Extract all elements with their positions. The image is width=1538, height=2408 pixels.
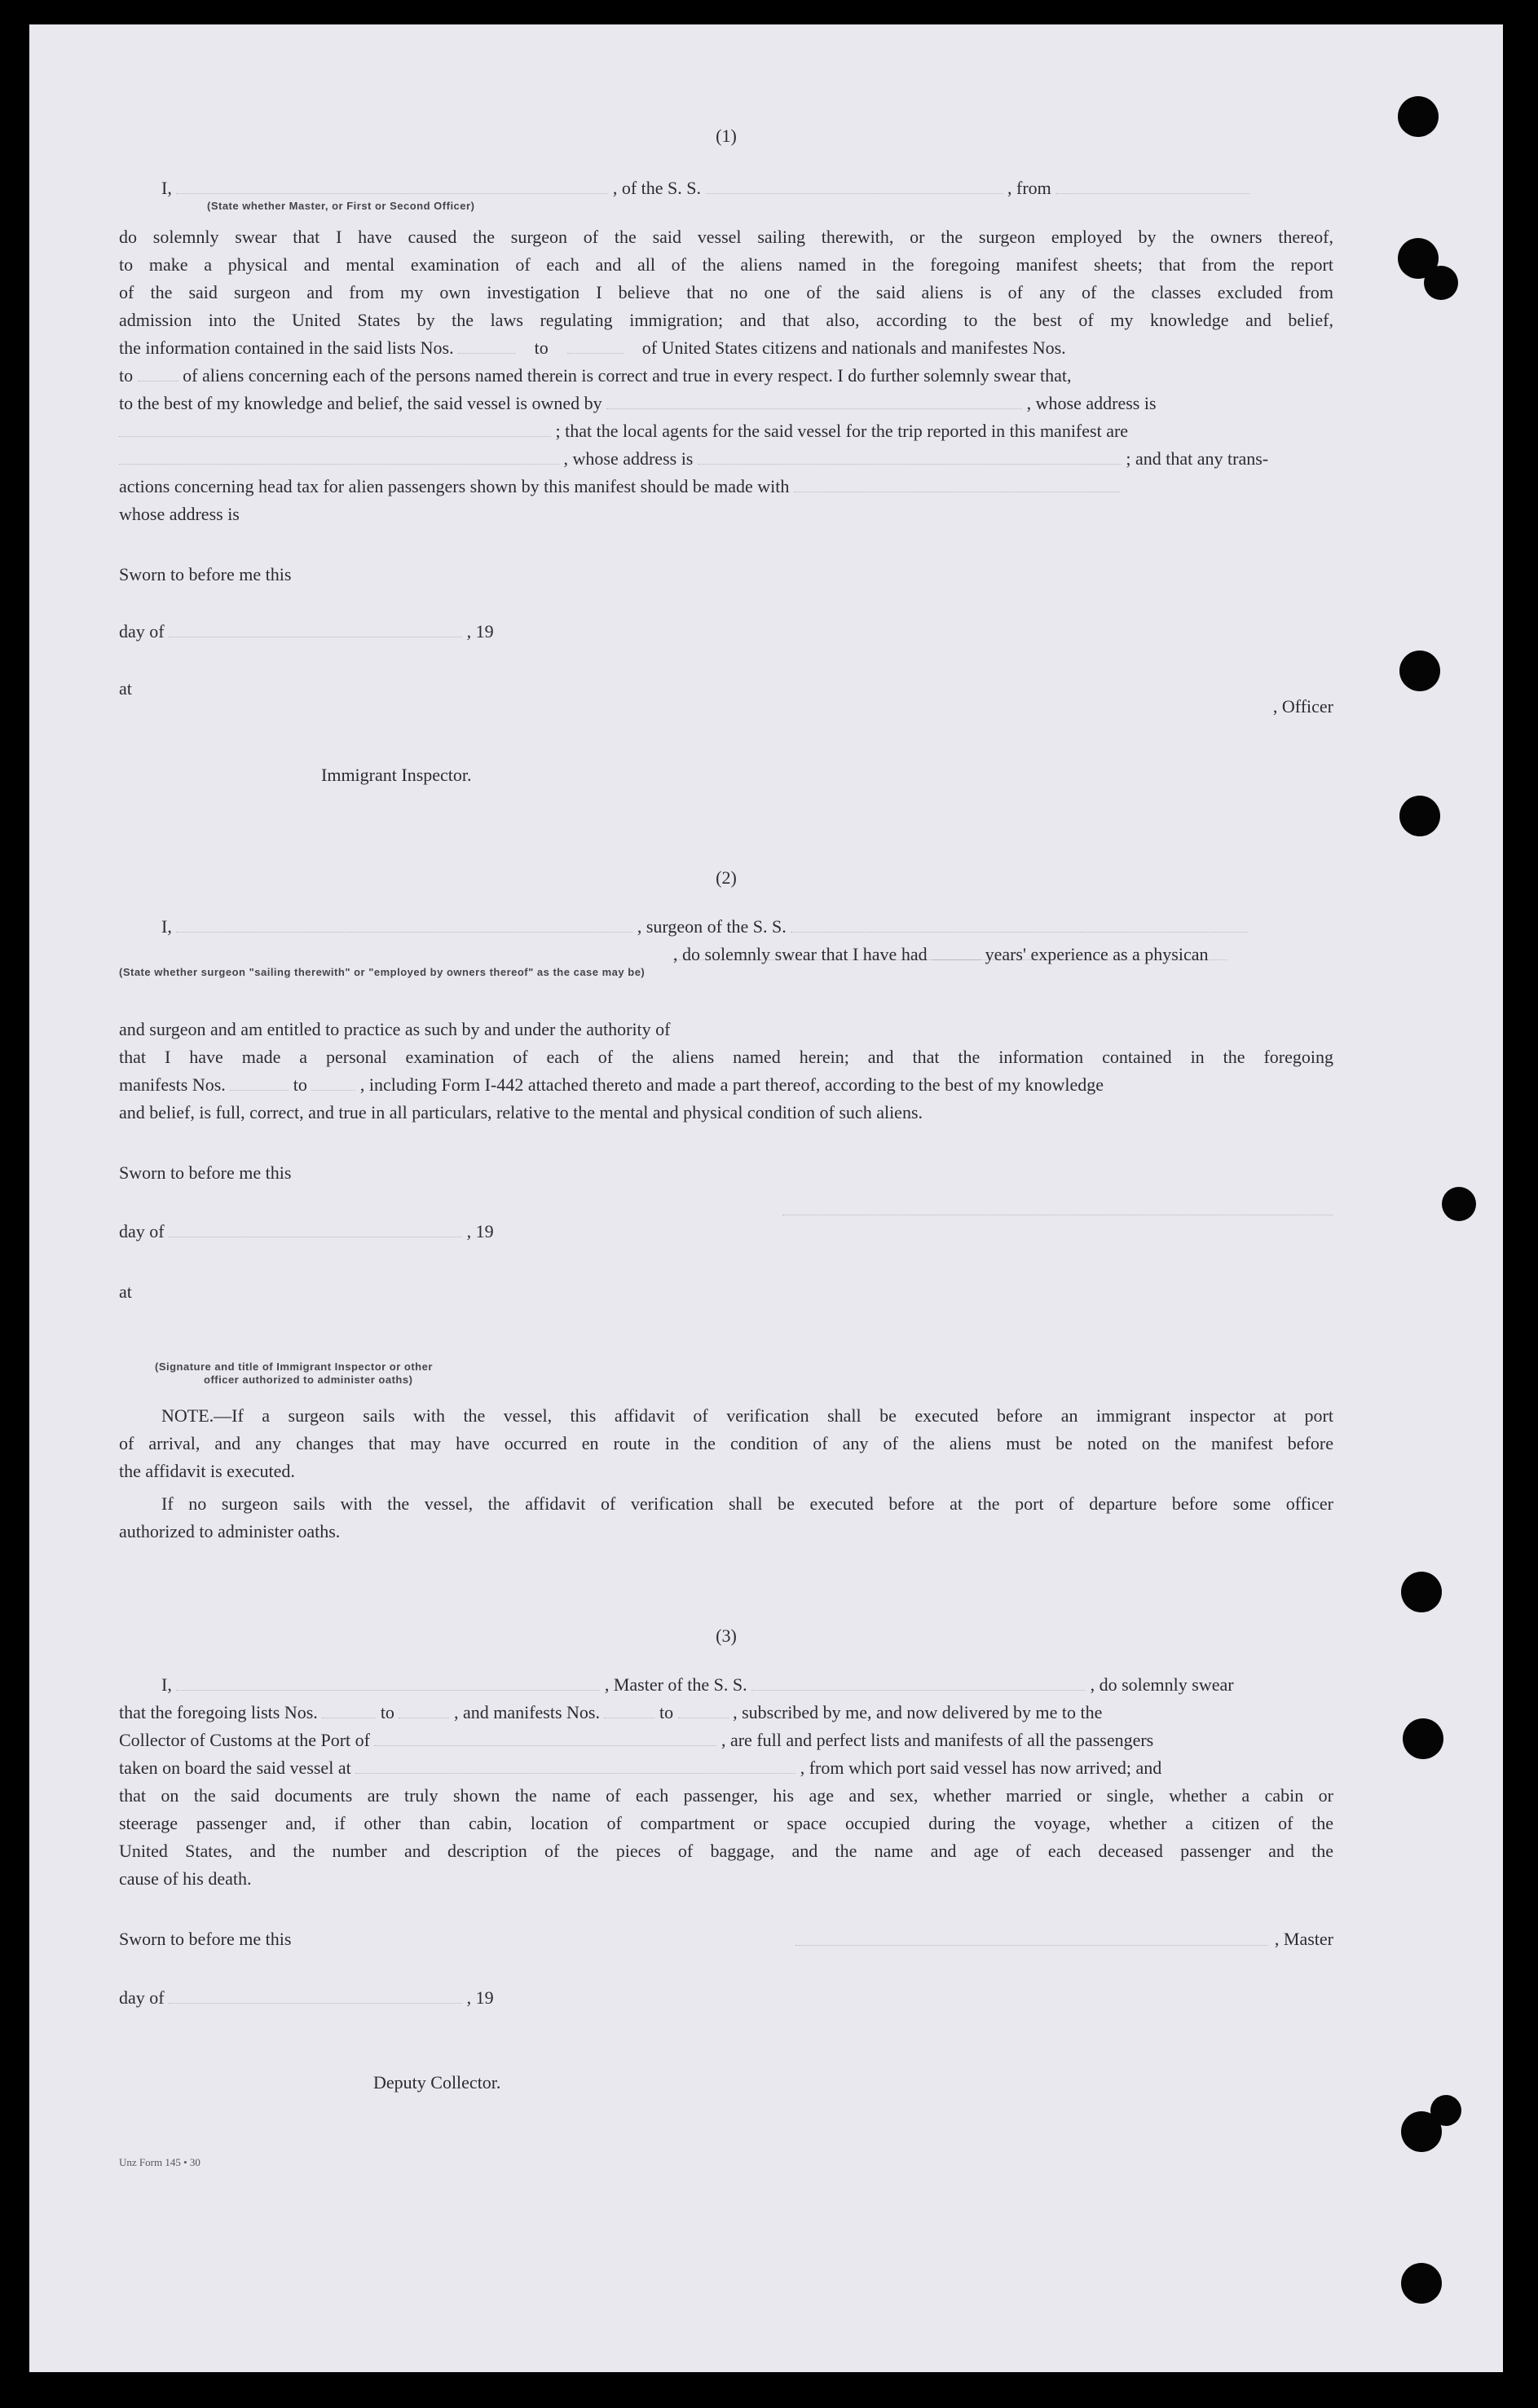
text: , do solemnly swear [1090, 1674, 1234, 1695]
officer-line [119, 695, 1333, 719]
text: , subscribed by me, and now delivered by me to the [733, 1702, 1103, 1722]
paragraph-line: do solemnly swear that I have caused the surgeon of the said vessel sailing therewith, or the surgeon employed by the owners thereof, [119, 227, 1333, 247]
years-field[interactable] [932, 945, 981, 960]
owner-field[interactable] [606, 394, 1022, 409]
taken-line [119, 1756, 1333, 1780]
belief-line: and belief, is full, correct, and true in all particulars, relative to the mental and physical condition of such aliens. [119, 1102, 923, 1122]
punch-hole [1442, 1187, 1476, 1221]
punch-hole [1398, 96, 1439, 137]
note-line: of arrival, and any changes that may have occurred en route in the condition of any of the aliens must be noted on the manifest before [119, 1433, 1333, 1453]
note-line: the affidavit is executed. [119, 1461, 295, 1481]
paragraph-line: that on the said documents are truly shown the name of each passenger, his age and sex, whether married or single, whether a cabin or [119, 1785, 1333, 1806]
text: to the best of my knowledge and belief, the said vessel is owned by [119, 393, 602, 413]
text: manifests Nos. [119, 1074, 226, 1095]
lists-line [119, 1700, 1333, 1725]
vessel-field[interactable] [751, 1675, 1086, 1691]
master-label: , Master [1274, 1929, 1333, 1949]
text: , from which port said vessel has now arrived; and [800, 1757, 1162, 1778]
punch-hole [1424, 266, 1458, 300]
text: , surgeon of the S. S. [637, 916, 787, 937]
manifests-line [119, 1073, 1333, 1097]
form-number [119, 2150, 1333, 2175]
name-field[interactable] [176, 179, 608, 194]
signature-note-1: (Signature and title of Immigrant Inspector or other [155, 1361, 433, 1373]
manifests-to-field[interactable] [678, 1703, 729, 1718]
officer-note: (State whether Master, or First or Second Officer) [207, 200, 475, 212]
exam-line: that I have made a personal examination of each of the aliens named herein; and that the information contained in the foregoing [119, 1047, 1333, 1067]
text: actions concerning head tax for alien passengers shown by this manifest should be made with [119, 476, 790, 496]
manifests-from-field[interactable] [604, 1703, 654, 1718]
paragraph-line: of the said surgeon and from my own investigation I believe that no one of the said aliens is of any of the classes excluded from [119, 282, 1333, 302]
document-page [29, 24, 1503, 2372]
punch-hole [1401, 2263, 1442, 2304]
text: • 30 [183, 2156, 201, 2168]
note-line: authorized to administer oaths. [119, 1521, 341, 1541]
lists-to-field[interactable] [567, 338, 624, 354]
inspector-label: Immigrant Inspector. [321, 765, 472, 785]
text: taken on board the said vessel at [119, 1757, 351, 1778]
day-line [119, 1219, 1333, 1244]
note-line: If no surgeon sails with the vessel, the affidavit of verification shall be executed before at the port of departure before some officer [161, 1493, 1333, 1514]
vessel-field[interactable] [791, 917, 1247, 933]
ss-label: , of the S. S. [612, 178, 702, 198]
sworn-line: Sworn to before me this [119, 564, 292, 584]
paragraph-line: admission into the United States by the laws regulating immigration; and that also, according to the best of my knowledge and belief, [119, 310, 1333, 330]
text: to [534, 337, 549, 358]
text: that the foregoing lists Nos. [119, 1702, 318, 1722]
owner-address-field[interactable] [119, 421, 551, 437]
day-field[interactable] [169, 622, 462, 637]
section-1-number: (1) [716, 126, 737, 146]
punch-hole [1403, 1718, 1443, 1759]
text: the information contained in the said lists Nos. [119, 337, 454, 358]
note-line: NOTE.—If a surgeon sails with the vessel, this affidavit of verification shall be executed before an immigrant inspector at port [161, 1405, 1333, 1426]
lead-text: I, [161, 916, 172, 937]
text: , 19 [466, 1221, 494, 1241]
headtax-field[interactable] [794, 477, 1120, 492]
text: of United States citizens and nationals and manifestes Nos. [641, 337, 1066, 358]
signature-note-2: officer authorized to administer oaths) [204, 1374, 413, 1386]
text: day of [119, 621, 165, 642]
paragraph-line: to make a physical and mental examination of each and all of the aliens named in the foregoing manifest sheets; that from the report [119, 254, 1333, 275]
text: years' experience as a physican [985, 944, 1209, 964]
section-3-lead-line [119, 1673, 1333, 1697]
punch-hole [1430, 2095, 1461, 2126]
at-line: at [119, 1281, 132, 1302]
sworn-line [119, 1927, 1333, 1952]
section-3-number: (3) [716, 1625, 737, 1646]
authority-line [119, 1017, 1333, 1042]
paragraph-line-agents [119, 419, 1333, 443]
section-2-lead-line [119, 915, 1333, 939]
surgeon-name-field[interactable] [176, 917, 632, 933]
manifest-to-field[interactable] [138, 366, 178, 381]
text: to [119, 365, 134, 386]
from-label: , from [1007, 178, 1051, 198]
text: Collector of Customs at the Port of [119, 1730, 370, 1750]
text: , do solemnly swear that I have had [673, 944, 928, 964]
section-2-number: (2) [716, 867, 737, 888]
text: , 19 [466, 1987, 494, 2008]
text: to [659, 1702, 674, 1722]
text: and surgeon and am entitled to practice as such by and under the authority of [119, 1019, 671, 1039]
text: ; that the local agents for the said vessel for the trip reported in this manifest are [555, 421, 1129, 441]
text: to [293, 1074, 307, 1095]
text: , whose address is [1026, 393, 1157, 413]
lists-from-field[interactable] [322, 1703, 376, 1718]
punch-hole [1399, 651, 1440, 691]
paragraph-line: cause of his death. [119, 1868, 252, 1889]
sworn-line: Sworn to before me this [119, 1162, 292, 1183]
text: , whose address is [563, 448, 694, 469]
agents-field[interactable] [119, 449, 559, 465]
lists-from-field[interactable] [458, 338, 515, 354]
text: ; and that any trans- [1126, 448, 1269, 469]
paragraph-line: steerage passenger and, if other than cabin, location of compartment or space occupied during the voyage, whether a citizen of the [119, 1813, 1333, 1833]
from-field[interactable] [1055, 179, 1249, 194]
lead-text: I, [161, 1674, 172, 1695]
text: day of [119, 1221, 165, 1241]
paragraph-line: United States, and the number and description of the pieces of baggage, and the name and age of each deceased passenger and the [119, 1841, 1333, 1861]
punch-hole [1401, 1572, 1442, 1612]
lists-to-field[interactable] [399, 1703, 449, 1718]
paragraph-line-agents-address [119, 447, 1333, 471]
departure-field[interactable] [355, 1758, 795, 1774]
lead-text: I, [161, 178, 172, 198]
officer-label: , Officer [1272, 696, 1333, 717]
paragraph-line-lists [119, 336, 1333, 360]
text: to [380, 1702, 394, 1722]
port-field[interactable] [374, 1731, 716, 1746]
paragraph-line [119, 364, 1333, 388]
text: day of [119, 1987, 165, 2008]
text: , Master of the S. S. [604, 1674, 747, 1695]
manifest-from-field[interactable] [230, 1075, 289, 1091]
text: Sworn to before me this [119, 1929, 292, 1949]
text: , are full and perfect lists and manifests of all the passengers [721, 1730, 1154, 1750]
day-line [119, 620, 1333, 644]
day-field[interactable] [169, 1988, 462, 2004]
text: , including Form I-442 attached thereto and made a part thereof, according to the best of my knowledge [359, 1074, 1104, 1095]
day-field[interactable] [169, 1222, 462, 1237]
agents-address-field[interactable] [698, 449, 1122, 465]
master-signature-line[interactable] [795, 1945, 1268, 1946]
punch-hole [1399, 796, 1440, 836]
text: of aliens concerning each of the persons named therein is correct and true in every respect. I do further solemnly swear that, [183, 365, 1072, 386]
surgeon-note: (State whether surgeon "sailing therewith" or "employed by owners thereof" as the case may be) [119, 966, 646, 978]
master-name-field[interactable] [176, 1675, 600, 1691]
paragraph-line-owner [119, 391, 1333, 416]
text: , 19 [466, 621, 494, 642]
manifest-to-field[interactable] [311, 1075, 355, 1091]
text: at [119, 678, 132, 699]
text: , and manifests Nos. [453, 1702, 600, 1722]
deputy-collector-label: Deputy Collector. [373, 2072, 501, 2093]
day-line [119, 1986, 1333, 2010]
paragraph-line-address: whose address is [119, 504, 240, 524]
port-line [119, 1728, 1333, 1753]
paragraph-line-headtax [119, 474, 1333, 499]
vessel-field[interactable] [706, 179, 1003, 194]
text: Unz Form 145 [119, 2156, 181, 2168]
